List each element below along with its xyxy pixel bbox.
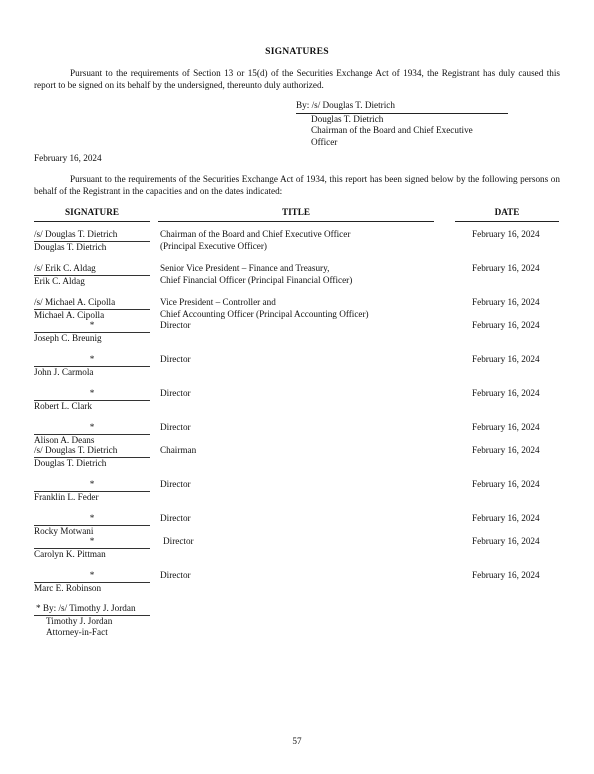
registrant-signature-block	[296, 100, 508, 148]
signer-name: Douglas T. Dietrich	[34, 457, 107, 468]
signature-cell	[34, 479, 150, 503]
signature-line: /s/ Erik C. Aldag	[34, 263, 150, 276]
signer-name: Douglas T. Dietrich	[311, 113, 384, 124]
signer-name: Michael A. Cipolla	[34, 309, 105, 320]
attorney-in-fact-block	[34, 603, 150, 639]
title-cell: Director	[160, 570, 191, 580]
column-header-date: DATE	[455, 207, 559, 222]
signature-line: /s/ Douglas T. Dietrich	[34, 229, 150, 242]
signature-line: *	[34, 320, 150, 333]
signature-line: *	[34, 513, 150, 526]
signer-title-line-2: Officer	[311, 136, 338, 147]
title-line: Chairman of the Board and Chief Executive Officer	[160, 229, 351, 239]
date-cell: February 16, 2024	[472, 445, 540, 455]
title-cell: Director	[160, 422, 191, 432]
signer-title-line-1: Chairman of the Board and Chief Executive	[311, 125, 473, 135]
signature-cell	[34, 263, 150, 287]
signature-cell	[34, 570, 150, 594]
by-signature-line: By: /s/ Douglas T. Dietrich	[296, 100, 508, 114]
signature-line: *	[34, 354, 150, 367]
title-cell	[160, 297, 460, 320]
title-cell: Director	[160, 388, 191, 398]
column-header-title: TITLE	[158, 207, 434, 222]
title-cell: Director	[160, 354, 191, 364]
authorization-paragraph: Pursuant to the requirements of Section 13 or 15(d) of the Securities Exchange Act of 1934, the Registrant has duly caused this report to be signed on its behalf by the undersigned, thereunto duly authorized.	[34, 68, 560, 90]
title-cell	[160, 229, 460, 252]
date-cell: February 16, 2024	[472, 263, 540, 273]
signer-name: John J. Carmola	[34, 366, 94, 377]
signer-name: Erik C. Aldag	[34, 275, 85, 286]
column-header-signature: SIGNATURE	[34, 207, 150, 222]
attorney-name: Timothy J. Jordan	[46, 615, 113, 626]
date-cell: February 16, 2024	[472, 320, 540, 330]
date-cell: February 16, 2024	[472, 570, 540, 580]
attorney-role: Attorney-in-Fact	[46, 627, 108, 637]
date-cell: February 16, 2024	[472, 536, 540, 546]
signature-cell	[34, 513, 150, 537]
signature-line: *	[34, 479, 150, 492]
section-heading: SIGNATURES	[265, 46, 329, 57]
signature-line: *	[34, 570, 150, 583]
page-number: 57	[292, 736, 302, 746]
signature-cell	[34, 536, 150, 560]
signature-line: /s/ Michael A. Cipolla	[34, 297, 150, 310]
date-cell: February 16, 2024	[472, 479, 540, 489]
signer-name: Marc E. Robinson	[34, 582, 102, 593]
date-cell: February 16, 2024	[472, 422, 540, 432]
signature-cell	[34, 388, 150, 412]
title-line: Senior Vice President – Finance and Treasury,	[160, 263, 330, 273]
signature-line: *	[34, 388, 150, 401]
signature-cell	[34, 297, 150, 321]
signature-cell	[34, 445, 150, 469]
title-cell: Director	[163, 536, 194, 546]
title-line: Chief Accounting Officer (Principal Accounting Officer)	[160, 308, 369, 319]
title-cell: Director	[160, 320, 191, 330]
signer-name: Alison A. Deans	[34, 434, 95, 445]
signer-name: Rocky Motwani	[34, 525, 94, 536]
title-cell: Chairman	[160, 445, 197, 455]
signer-name: Douglas T. Dietrich	[34, 241, 107, 252]
signature-line: *	[34, 536, 150, 549]
signature-line: /s/ Douglas T. Dietrich	[34, 445, 150, 458]
title-cell	[160, 263, 460, 286]
title-cell: Director	[160, 479, 191, 489]
date-cell: February 16, 2024	[472, 297, 540, 307]
title-cell: Director	[160, 513, 191, 523]
report-date: February 16, 2024	[34, 153, 102, 163]
signature-cell	[34, 354, 150, 378]
date-cell: February 16, 2024	[472, 229, 540, 239]
signature-cell	[34, 422, 150, 446]
date-cell: February 16, 2024	[472, 513, 540, 523]
signer-name: Carolyn K. Pittman	[34, 548, 106, 559]
persons-paragraph: Pursuant to the requirements of the Securities Exchange Act of 1934, this report has been signed below by the following persons on behalf of the Registrant in the capacities and on the dates indicated:	[34, 174, 560, 196]
title-line: Vice President – Controller and	[160, 297, 276, 307]
signature-cell	[34, 229, 150, 253]
signature-cell	[34, 320, 150, 344]
signer-name: Joseph C. Breunig	[34, 332, 102, 343]
title-line: Chief Financial Officer (Principal Financial Officer)	[160, 274, 353, 285]
attorney-signature-line: * By: /s/ Timothy J. Jordan	[34, 603, 150, 616]
signature-line: *	[34, 422, 150, 435]
signer-name: Franklin L. Feder	[34, 491, 99, 502]
date-cell: February 16, 2024	[472, 388, 540, 398]
signer-name: Robert L. Clark	[34, 400, 92, 411]
title-line: (Principal Executive Officer)	[160, 240, 267, 251]
date-cell: February 16, 2024	[472, 354, 540, 364]
